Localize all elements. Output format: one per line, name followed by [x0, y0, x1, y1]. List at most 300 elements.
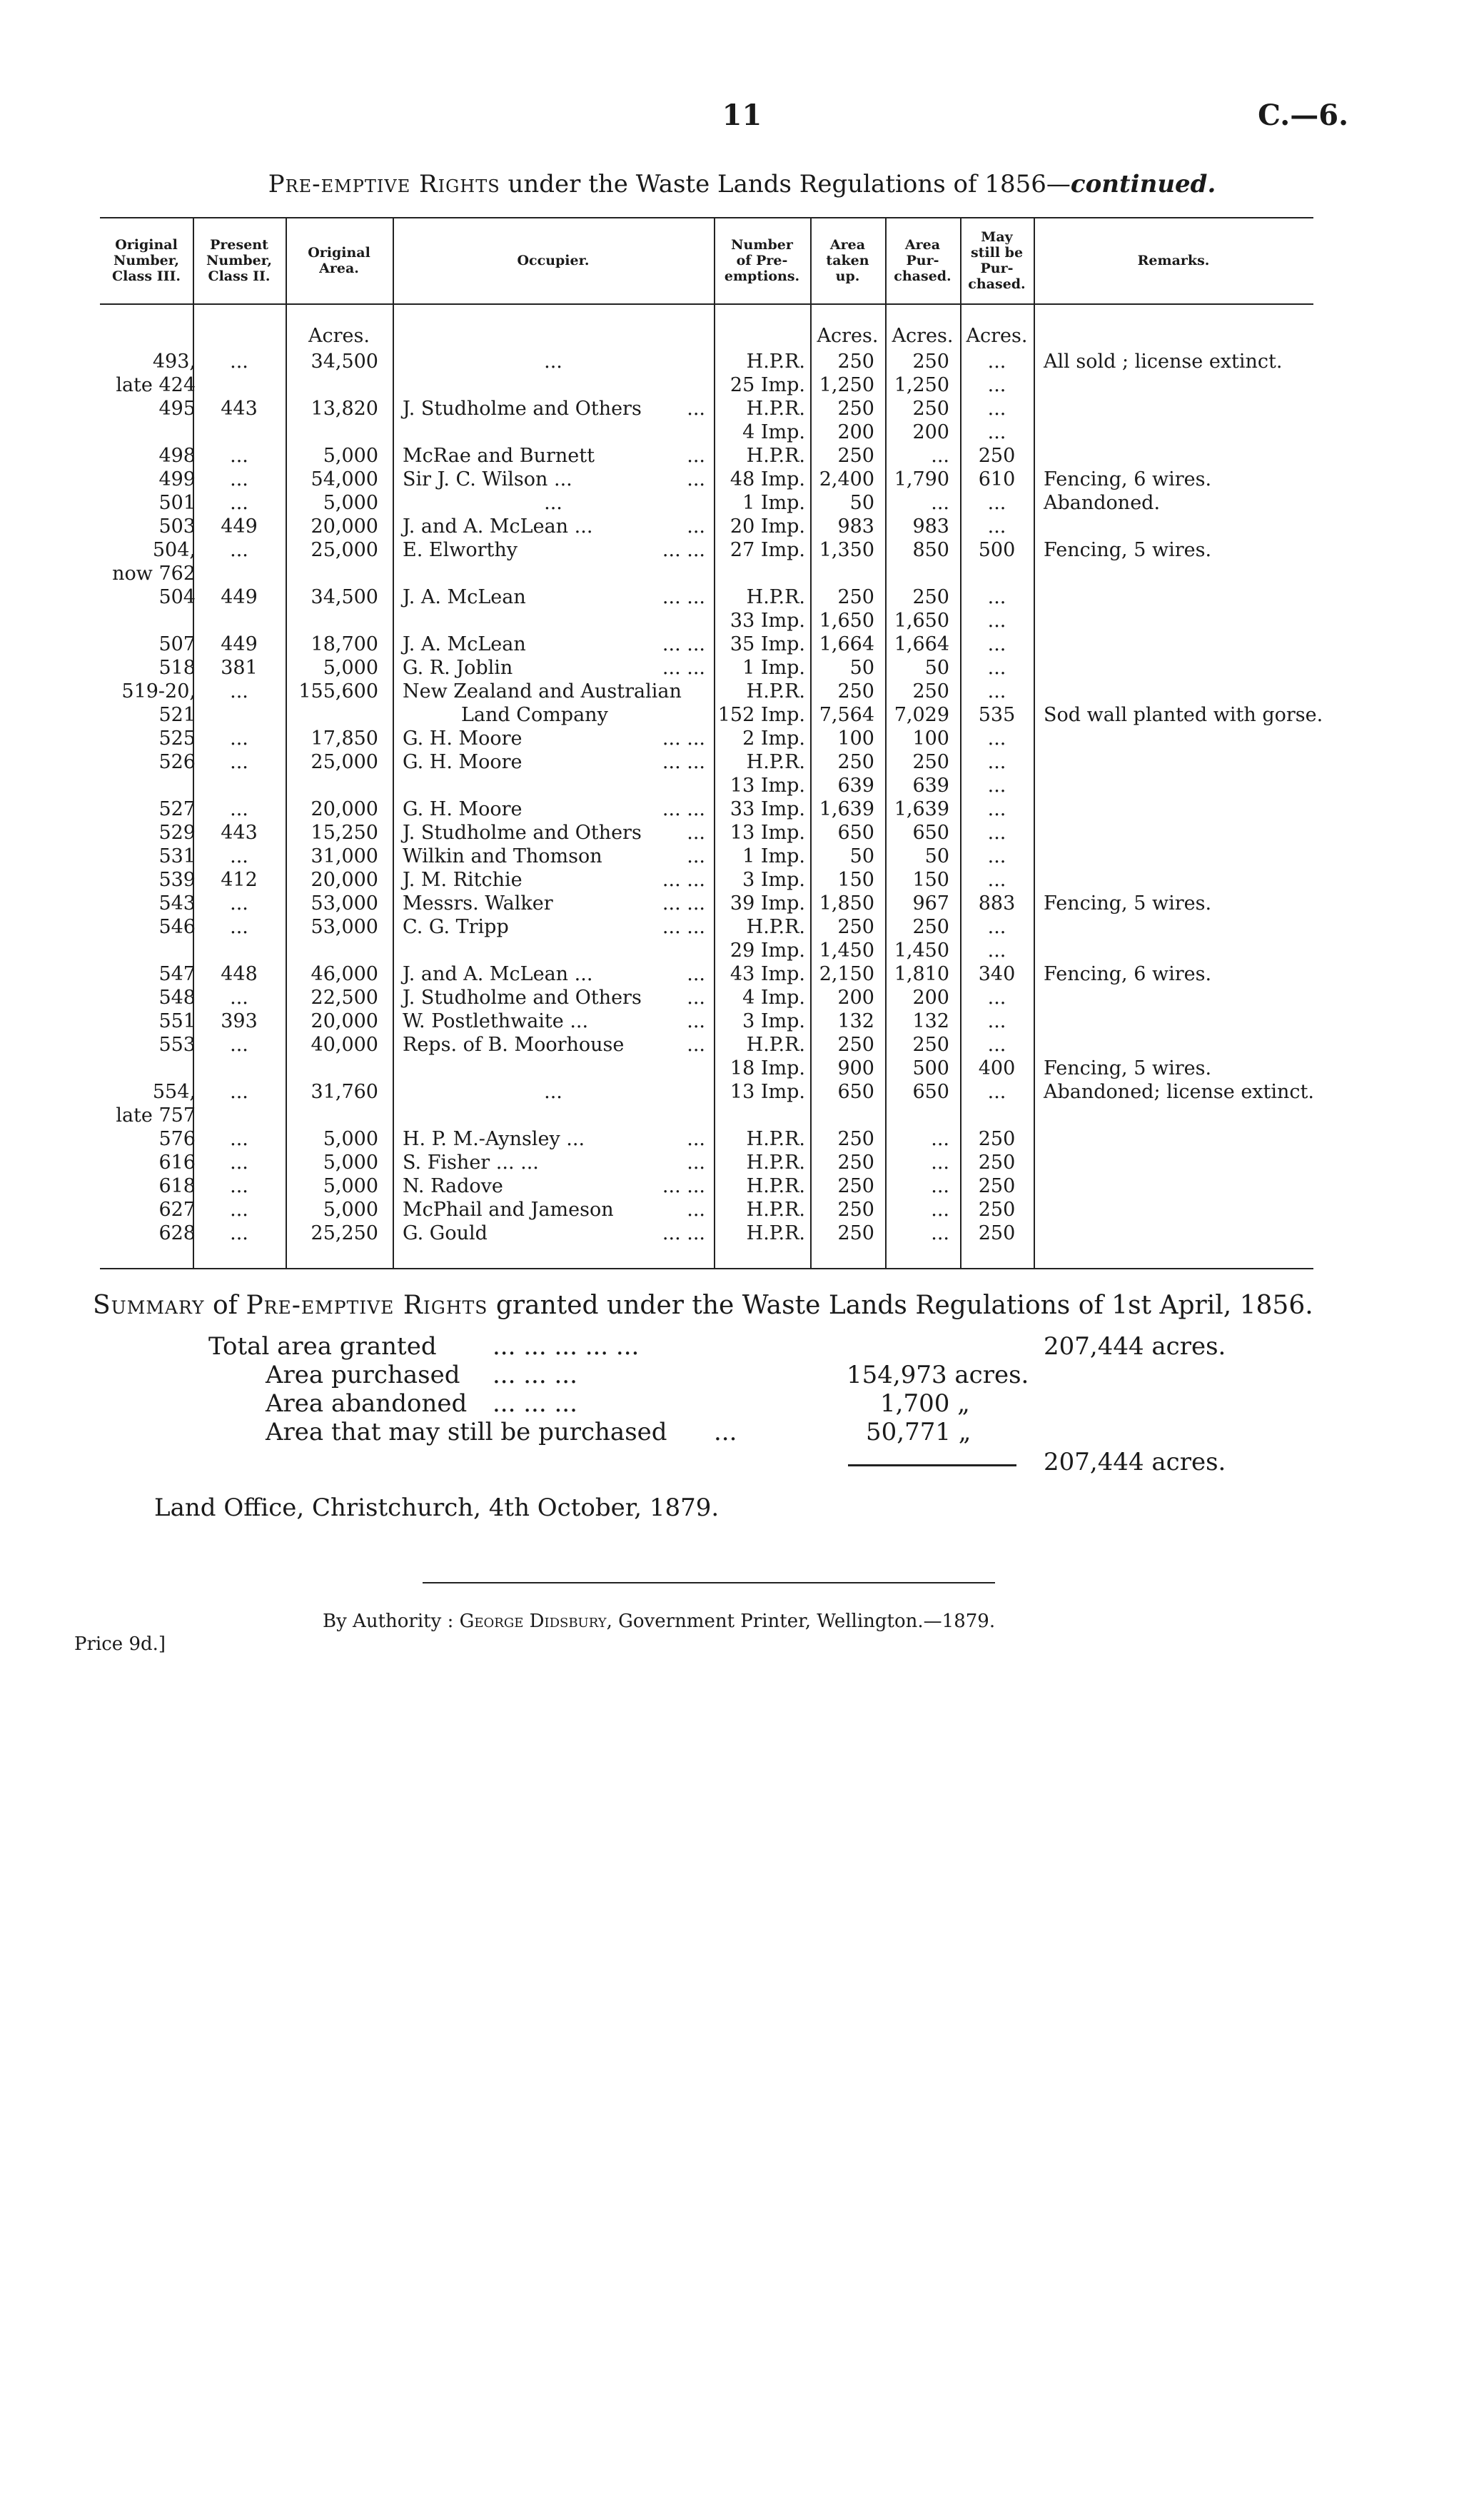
cell-leader-dots: ... ... [662, 727, 705, 750]
cell-occupier: Messrs. Walker [403, 892, 553, 915]
cell-pres: 449 [221, 515, 258, 538]
cell-area: 5,000 [323, 445, 378, 467]
cell-area: 17,850 [311, 727, 378, 750]
cell-occupier: S. Fisher ... ... [403, 1152, 539, 1174]
cell-purch: 1,790 [894, 468, 949, 490]
cell-orig: 526 [158, 751, 196, 773]
header-num-line: of Pre- [736, 252, 788, 268]
place-and-date: Land Office, Christchurch, 4th October, 1879. [154, 1494, 720, 1522]
cell-num: H.P.R. [746, 351, 805, 373]
cell-leader-dots: ... [687, 963, 705, 985]
cell-pres: 449 [221, 586, 258, 608]
cell-pres: 449 [221, 633, 258, 655]
cell-purch: 1,250 [894, 374, 949, 396]
cell-area: 18,700 [311, 633, 378, 655]
summary-title-sc2: Pre-emptive Rights [246, 1291, 488, 1320]
cell-area: 34,500 [311, 586, 378, 608]
cell-pres: 393 [221, 1010, 258, 1032]
cell-may: 500 [978, 539, 1016, 561]
cell-purch: 983 [912, 515, 949, 538]
cell-purch: 250 [912, 916, 949, 938]
cell-occupier: J. A. McLean [403, 633, 526, 655]
summary-purchased-dots: ... ... ... [493, 1361, 577, 1389]
cell-leader-dots: ... [687, 1152, 705, 1174]
header-purch-line: chased. [894, 268, 952, 284]
cell-num: H.P.R. [746, 1222, 805, 1244]
cell-purch: 132 [912, 1010, 949, 1032]
summary-may-value: 50,771 „ [866, 1418, 971, 1446]
cell-taken: 7,564 [819, 704, 874, 726]
cell-occupier: J. M. Ritchie [403, 869, 523, 891]
cell-may: 883 [978, 892, 1016, 915]
cell-may: ... [987, 1034, 1006, 1056]
cell-occupier: W. Postlethwaite ... [403, 1010, 589, 1032]
cell-orig: 616 [158, 1152, 196, 1174]
cell-pres: ... [230, 751, 248, 773]
cell-leader-dots: ... ... [662, 869, 705, 891]
cell-rem: Fencing, 5 wires. [1044, 539, 1212, 561]
cell-num: 4 Imp. [742, 987, 805, 1009]
cell-taken: 2,150 [819, 963, 874, 985]
cell-may: 250 [978, 1152, 1016, 1174]
header-purch-line: Area [904, 236, 941, 253]
cell-num: H.P.R. [746, 916, 805, 938]
cell-pres: ... [230, 845, 248, 867]
cell-num: 3 Imp. [742, 869, 805, 891]
cell-orig: 525 [158, 727, 196, 750]
cell-taken: 250 [837, 680, 874, 702]
cell-num: H.P.R. [746, 1175, 805, 1197]
cell-orig: 519-20, [121, 680, 196, 702]
cell-purch: ... [931, 492, 949, 514]
cell-area: 31,000 [311, 845, 378, 867]
cell-num: 1 Imp. [742, 492, 805, 514]
cell-occupier: Wilkin and Thomson [403, 845, 602, 867]
cell-taken: 1,664 [819, 633, 874, 655]
cell-num: 25 Imp. [730, 374, 805, 396]
header-may-line: Pur- [980, 260, 1014, 276]
cell-pres: ... [230, 727, 248, 750]
cell-purch: 200 [912, 421, 949, 443]
cell-pres: 448 [221, 963, 258, 985]
summary-rule [848, 1464, 1016, 1466]
cell-may: ... [987, 845, 1006, 867]
cell-leader-dots: ... [687, 1034, 705, 1056]
cell-pres: ... [230, 1034, 248, 1056]
cell-purch: 1,650 [894, 610, 949, 632]
cell-purch: ... [931, 1128, 949, 1150]
cell-purch: 1,450 [894, 940, 949, 962]
cell-may: ... [987, 515, 1006, 538]
cell-rem: Fencing, 6 wires. [1044, 963, 1212, 985]
cell-may: ... [987, 398, 1006, 420]
cell-taken: 900 [837, 1057, 874, 1079]
cell-occupier: Sir J. C. Wilson ... [403, 468, 572, 490]
cell-purch: ... [931, 445, 949, 467]
cell-taken: 200 [837, 987, 874, 1009]
cell-pres: ... [230, 1081, 248, 1103]
cell-occupier: J. Studholme and Others [403, 987, 642, 1009]
cell-pres: 412 [221, 869, 258, 891]
cell-area: 155,600 [298, 680, 378, 702]
header-may-line: May [981, 228, 1013, 245]
cell-taken: 983 [837, 515, 874, 538]
cell-occupier: E. Elworthy [403, 539, 518, 561]
header-rem-line: Remarks. [1137, 252, 1210, 268]
summary-abandoned-value: 1,700 „ [880, 1389, 970, 1418]
cell-orig: 529 [158, 822, 196, 844]
cell-leader-dots: ... ... [662, 586, 705, 608]
cell-leader-dots: ... [687, 845, 705, 867]
cell-orig: 531 [158, 845, 196, 867]
cell-occupier: New Zealand and Australian [403, 680, 682, 702]
cell-area: 5,000 [323, 657, 378, 679]
cell-may: ... [987, 351, 1006, 373]
cell-purch: 7,029 [894, 704, 949, 726]
cell-num: 20 Imp. [730, 515, 805, 538]
summary-total-label: Total area granted [208, 1332, 437, 1361]
cell-area: 5,000 [323, 1152, 378, 1174]
cell-may: 610 [978, 468, 1016, 490]
cell-pres: 381 [221, 657, 258, 679]
header-taken-line: Area [829, 236, 866, 253]
cell-num: 13 Imp. [730, 1081, 805, 1103]
units-area: Acres. [308, 325, 370, 347]
cell-pres: ... [230, 539, 248, 561]
header-occ [393, 253, 714, 268]
cell-num: H.P.R. [746, 751, 805, 773]
cell-orig: 493, [152, 351, 196, 373]
cell-num: H.P.R. [746, 1128, 805, 1150]
cell-may: ... [987, 775, 1006, 797]
cell-may: ... [987, 822, 1006, 844]
header-num-line: emptions. [724, 268, 800, 284]
authority-line [323, 1611, 995, 1632]
cell-purch: 50 [924, 845, 949, 867]
cell-leader-dots: ... [687, 987, 705, 1009]
cell-taken: 1,850 [819, 892, 874, 915]
cell-num: 1 Imp. [742, 657, 805, 679]
cell-may: 250 [978, 1222, 1016, 1244]
cell-taken: 250 [837, 1175, 874, 1197]
cell-pres: 443 [221, 398, 258, 420]
cell-occupier: J. Studholme and Others [403, 398, 642, 420]
header-taken-line: taken [826, 252, 869, 268]
cell-taken: 250 [837, 1128, 874, 1150]
cell-may: ... [987, 727, 1006, 750]
header-orig [100, 237, 193, 284]
cell-taken: 639 [837, 775, 874, 797]
cell-taken: 132 [837, 1010, 874, 1032]
cell-occupier: ... [544, 492, 562, 514]
summary-title-mid2: granted under the Waste Lands Regulations of 1st April, 1856. [488, 1291, 1313, 1320]
cell-num: H.P.R. [746, 1199, 805, 1221]
cell-taken: 50 [849, 657, 874, 679]
cell-may: ... [987, 1081, 1006, 1103]
cell-taken: 1,250 [819, 374, 874, 396]
cell-area: 53,000 [311, 892, 378, 915]
cell-leader-dots: ... ... [662, 1175, 705, 1197]
authority-prefix: By Authority : [323, 1611, 460, 1632]
cell-may: ... [987, 1010, 1006, 1032]
cell-num: H.P.R. [746, 1152, 805, 1174]
cell-num: 39 Imp. [730, 892, 805, 915]
table-title [0, 170, 1484, 198]
cell-taken: 50 [849, 492, 874, 514]
cell-may: ... [987, 492, 1006, 514]
summary-title [93, 1291, 1313, 1320]
cell-orig: 504 [158, 586, 196, 608]
cell-area: 15,250 [311, 822, 378, 844]
cell-may: ... [987, 987, 1006, 1009]
header-may-line: chased. [968, 276, 1026, 292]
cell-purch: 250 [912, 680, 949, 702]
cell-taken: 150 [837, 869, 874, 891]
cell-occupier: ... [544, 1081, 562, 1103]
header-may [960, 229, 1034, 292]
cell-purch: 1,639 [894, 798, 949, 820]
cell-area: 20,000 [311, 515, 378, 538]
cell-orig: 499 [158, 468, 196, 490]
cell-area: 5,000 [323, 1128, 378, 1150]
cell-occupier: J. and A. McLean ... [403, 963, 593, 985]
cell-pres: ... [230, 1222, 248, 1244]
cell-purch: 650 [912, 1081, 949, 1103]
cell-may: 250 [978, 1199, 1016, 1221]
cell-taken: 650 [837, 1081, 874, 1103]
cell-may: ... [987, 657, 1006, 679]
cell-orig: 554, [152, 1081, 196, 1103]
summary-title-mid1: of [204, 1291, 246, 1320]
cell-leader-dots: ... ... [662, 539, 705, 561]
cell-area: 25,250 [311, 1222, 378, 1244]
cell-occupier: H. P. M.-Aynsley ... [403, 1128, 585, 1150]
summary-grand-total: 207,444 acres. [1044, 1448, 1226, 1476]
cell-taken: 250 [837, 586, 874, 608]
cell-leader-dots: ... [687, 1199, 705, 1221]
cell-purch: 250 [912, 351, 949, 373]
header-occ-line: Occupier. [517, 252, 590, 268]
cell-taken: 250 [837, 1222, 874, 1244]
cell-may: ... [987, 421, 1006, 443]
cell-purch: 850 [912, 539, 949, 561]
cell-occupier: ... [544, 351, 562, 373]
cell-purch: ... [931, 1152, 949, 1174]
cell-area: 20,000 [311, 1010, 378, 1032]
table-top-rule [100, 217, 1313, 218]
cell-pres: ... [230, 892, 248, 915]
cell-taken: 250 [837, 916, 874, 938]
header-pres-line: Present [210, 236, 268, 253]
cell-purch: 650 [912, 822, 949, 844]
header-purch-line: Pur- [906, 252, 939, 268]
cell-num: H.P.R. [746, 680, 805, 702]
cell-purch: 150 [912, 869, 949, 891]
summary-purchased-label: Area purchased [266, 1361, 460, 1389]
cell-area: 25,000 [311, 539, 378, 561]
cell-taken: 1,639 [819, 798, 874, 820]
cell-orig: 627 [158, 1199, 196, 1221]
cell-area: 13,820 [311, 398, 378, 420]
cell-taken: 650 [837, 822, 874, 844]
cell-occupier: G. R. Joblin [403, 657, 513, 679]
cell-taken: 250 [837, 1034, 874, 1056]
cell-num: 48 Imp. [730, 468, 805, 490]
price: Price 9d.] [74, 1633, 166, 1655]
cell-area: 40,000 [311, 1034, 378, 1056]
cell-occupier: Reps. of B. Moorhouse [403, 1034, 625, 1056]
cell-occupier: J. and A. McLean ... [403, 515, 593, 538]
cell-orig: 507 [158, 633, 196, 655]
cell-orig: 504, [152, 539, 196, 561]
header-may-line: still be [970, 244, 1024, 261]
cell-rem: Fencing, 5 wires. [1044, 1057, 1212, 1079]
cell-area: 22,500 [311, 987, 378, 1009]
cell-rem: Abandoned; license extinct. [1044, 1081, 1314, 1103]
cell-orig: 498 [158, 445, 196, 467]
cell-rem: Abandoned. [1044, 492, 1161, 514]
cell-num: 13 Imp. [730, 822, 805, 844]
cell-num: H.P.R. [746, 586, 805, 608]
header-taken [810, 237, 885, 284]
cell-occupier: G. H. Moore [403, 727, 523, 750]
cell-purch: ... [931, 1175, 949, 1197]
cell-num: 35 Imp. [730, 633, 805, 655]
cell-purch: 100 [912, 727, 949, 750]
cell-num: 18 Imp. [730, 1057, 805, 1079]
cell-area: 20,000 [311, 869, 378, 891]
header-orig-line: Class III. [112, 268, 181, 284]
cell-leader-dots: ... ... [662, 892, 705, 915]
cell-taken: 1,350 [819, 539, 874, 561]
cell-taken: 250 [837, 751, 874, 773]
cell-num: 13 Imp. [730, 775, 805, 797]
cell-taken: 1,650 [819, 610, 874, 632]
cell-rem: Sod wall planted with gorse. [1044, 704, 1323, 726]
cell-orig: 501 [158, 492, 196, 514]
cell-orig: 576 [158, 1128, 196, 1150]
cell-purch: 200 [912, 987, 949, 1009]
cell-occupier: Land Company [461, 704, 608, 726]
cell-may: ... [987, 940, 1006, 962]
cell-pres: ... [230, 492, 248, 514]
cell-area: 54,000 [311, 468, 378, 490]
cell-occupier: N. Radove [403, 1175, 503, 1197]
footer-rule [423, 1582, 995, 1583]
cell-rem: Fencing, 6 wires. [1044, 468, 1212, 490]
cell-leader-dots: ... [687, 515, 705, 538]
page-number: 11 [722, 99, 762, 132]
cell-area: 53,000 [311, 916, 378, 938]
cell-orig: 503 [158, 515, 196, 538]
summary-may-label: Area that may still be purchased [266, 1418, 667, 1446]
cell-num: H.P.R. [746, 398, 805, 420]
header-area-line: Area. [319, 260, 359, 276]
cell-orig: 539 [158, 869, 196, 891]
cell-may: ... [987, 916, 1006, 938]
cell-may: 340 [978, 963, 1016, 985]
cell-num: 33 Imp. [730, 610, 805, 632]
header-orig-line: Original [115, 236, 178, 253]
cell-leader-dots: ... [687, 445, 705, 467]
cell-purch: 1,810 [894, 963, 949, 985]
cell-purch: 250 [912, 586, 949, 608]
cell-pres: ... [230, 351, 248, 373]
cell-orig: now 762 [112, 563, 196, 585]
cell-pres: ... [230, 445, 248, 467]
summary-abandoned-label: Area abandoned [266, 1389, 468, 1418]
cell-pres: ... [230, 1152, 248, 1174]
column-rule [393, 217, 394, 1268]
cell-occupier: G. H. Moore [403, 798, 523, 820]
cell-area: 5,000 [323, 492, 378, 514]
cell-pres: ... [230, 1128, 248, 1150]
header-pres-line: Class II. [208, 268, 271, 284]
cell-occupier: McPhail and Jameson [403, 1199, 614, 1221]
cell-leader-dots: ... [687, 822, 705, 844]
cell-purch: 250 [912, 1034, 949, 1056]
cell-area: 5,000 [323, 1199, 378, 1221]
cell-occupier: J. Studholme and Others [403, 822, 642, 844]
cell-num: 1 Imp. [742, 845, 805, 867]
cell-may: 535 [978, 704, 1016, 726]
cell-taken: 200 [837, 421, 874, 443]
cell-may: ... [987, 374, 1006, 396]
header-pres [193, 237, 286, 284]
cell-purch: 250 [912, 398, 949, 420]
cell-num: H.P.R. [746, 1034, 805, 1056]
cell-occupier: G. H. Moore [403, 751, 523, 773]
units-taken: Acres. [817, 325, 879, 347]
cell-leader-dots: ... ... [662, 751, 705, 773]
cell-orig: 543 [158, 892, 196, 915]
cell-area: 46,000 [311, 963, 378, 985]
cell-area: 34,500 [311, 351, 378, 373]
cell-taken: 250 [837, 351, 874, 373]
cell-leader-dots: ... [687, 1010, 705, 1032]
cell-purch: ... [931, 1199, 949, 1221]
summary-total-value: 207,444 acres. [1044, 1332, 1226, 1361]
header-num-line: Number [731, 236, 793, 253]
cell-leader-dots: ... [687, 398, 705, 420]
summary-may-dots: ... [714, 1418, 737, 1446]
cell-num: 152 Imp. [717, 704, 805, 726]
cell-orig: 551 [158, 1010, 196, 1032]
cell-num: 43 Imp. [730, 963, 805, 985]
cell-purch: 639 [912, 775, 949, 797]
cell-purch: 50 [924, 657, 949, 679]
header-orig-line: Number, [113, 252, 179, 268]
cell-may: 250 [978, 445, 1016, 467]
cell-leader-dots: ... ... [662, 1222, 705, 1244]
header-bottom-rule [100, 303, 1313, 305]
summary-abandoned-dots: ... ... ... [493, 1389, 577, 1418]
cell-orig: 521 [158, 704, 196, 726]
cell-taken: 50 [849, 845, 874, 867]
cell-taken: 100 [837, 727, 874, 750]
cell-pres: ... [230, 1175, 248, 1197]
cell-purch: 967 [912, 892, 949, 915]
cell-leader-dots: ... ... [662, 633, 705, 655]
cell-leader-dots: ... ... [662, 798, 705, 820]
cell-rem: Fencing, 5 wires. [1044, 892, 1212, 915]
cell-purch: 250 [912, 751, 949, 773]
cell-leader-dots: ... ... [662, 657, 705, 679]
cell-area: 5,000 [323, 1175, 378, 1197]
cell-rem: All sold ; license extinct. [1044, 351, 1283, 373]
column-rule [1034, 217, 1035, 1268]
cell-occupier: C. G. Tripp [403, 916, 509, 938]
